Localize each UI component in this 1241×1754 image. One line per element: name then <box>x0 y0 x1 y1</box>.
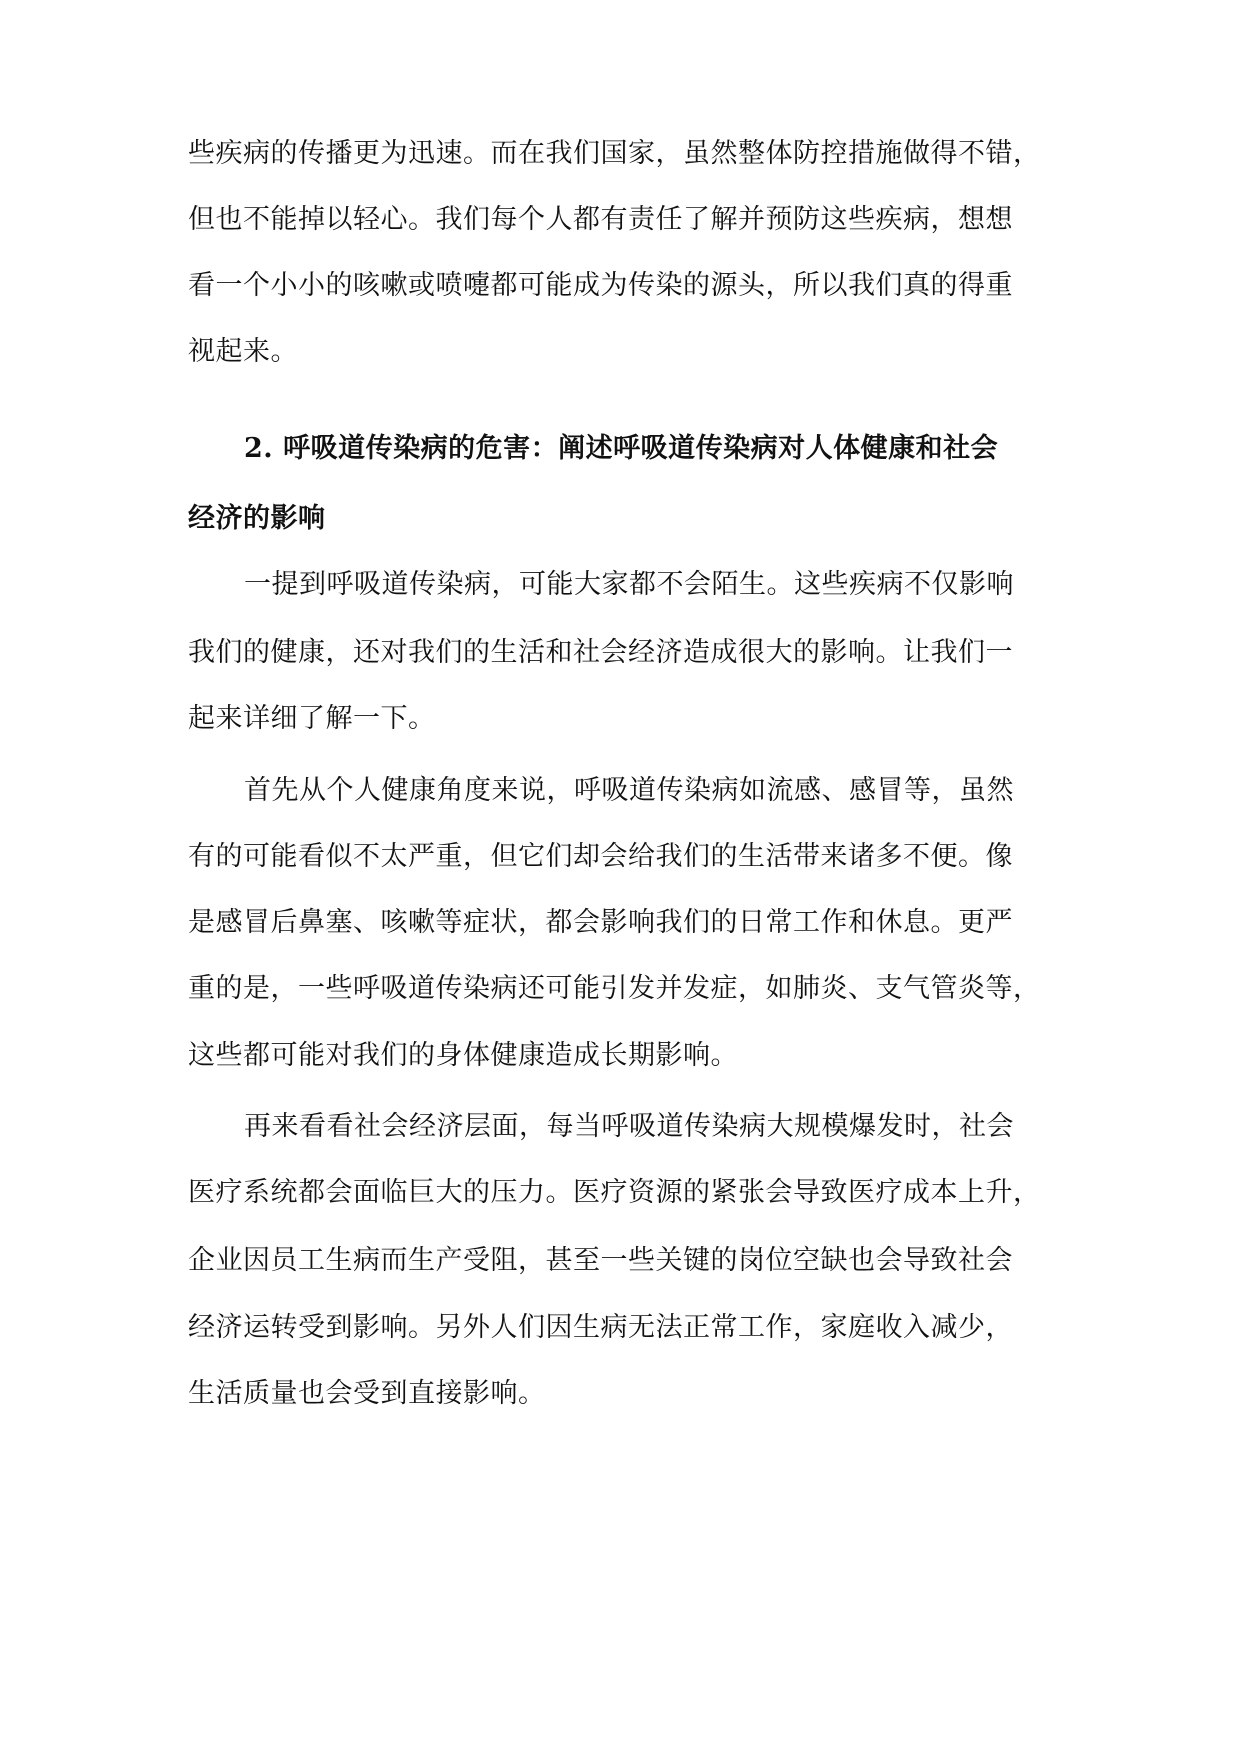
heading-line: 2. 呼吸道传染病的危害：阐述呼吸道传染病对人体健康和社会 <box>244 433 999 464</box>
text-line: 再来看看社会经济层面，每当呼吸道传染病大规模爆发时，社会 <box>244 1111 1014 1142</box>
text-line: 但也不能掉以轻心。我们每个人都有责任了解并预防这些疾病，想想 <box>188 204 1013 235</box>
text-line: 这些都可能对我们的身体健康造成长期影响。 <box>188 1040 738 1071</box>
heading-line: 经济的影响 <box>188 503 326 534</box>
text-line: 经济运转受到影响。另外人们因生病无法正常工作，家庭收入减少， <box>188 1312 1013 1343</box>
text-line: 起来详细了解一下。 <box>188 703 436 734</box>
text-line: 一提到呼吸道传染病，可能大家都不会陌生。这些疾病不仅影响 <box>244 569 1014 600</box>
text-line: 首先从个人健康角度来说，呼吸道传染病如流感、感冒等，虽然 <box>244 775 1014 806</box>
text-line: 我们的健康，还对我们的生活和社会经济造成很大的影响。让我们一 <box>188 637 1013 668</box>
text-line: 是感冒后鼻塞、咳嗽等症状，都会影响我们的日常工作和休息。更严 <box>188 907 1013 938</box>
text-line: 企业因员工生病而生产受阻，甚至一些关键的岗位空缺也会导致社会 <box>188 1245 1013 1276</box>
text-line: 看一个小小的咳嗽或喷嚏都可能成为传染的源头，所以我们真的得重 <box>188 270 1013 301</box>
text-line: 些疾病的传播更为迅速。而在我们国家，虽然整体防控措施做得不错， <box>188 138 1041 169</box>
text-line: 视起来。 <box>188 336 298 367</box>
text-line: 重的是，一些呼吸道传染病还可能引发并发症，如肺炎、支气管炎等， <box>188 973 1041 1004</box>
text-line: 医疗系统都会面临巨大的压力。医疗资源的紧张会导致医疗成本上升， <box>188 1177 1041 1208</box>
text-line: 有的可能看似不太严重，但它们却会给我们的生活带来诸多不便。像 <box>188 841 1013 872</box>
text-line: 生活质量也会受到直接影响。 <box>188 1378 546 1409</box>
